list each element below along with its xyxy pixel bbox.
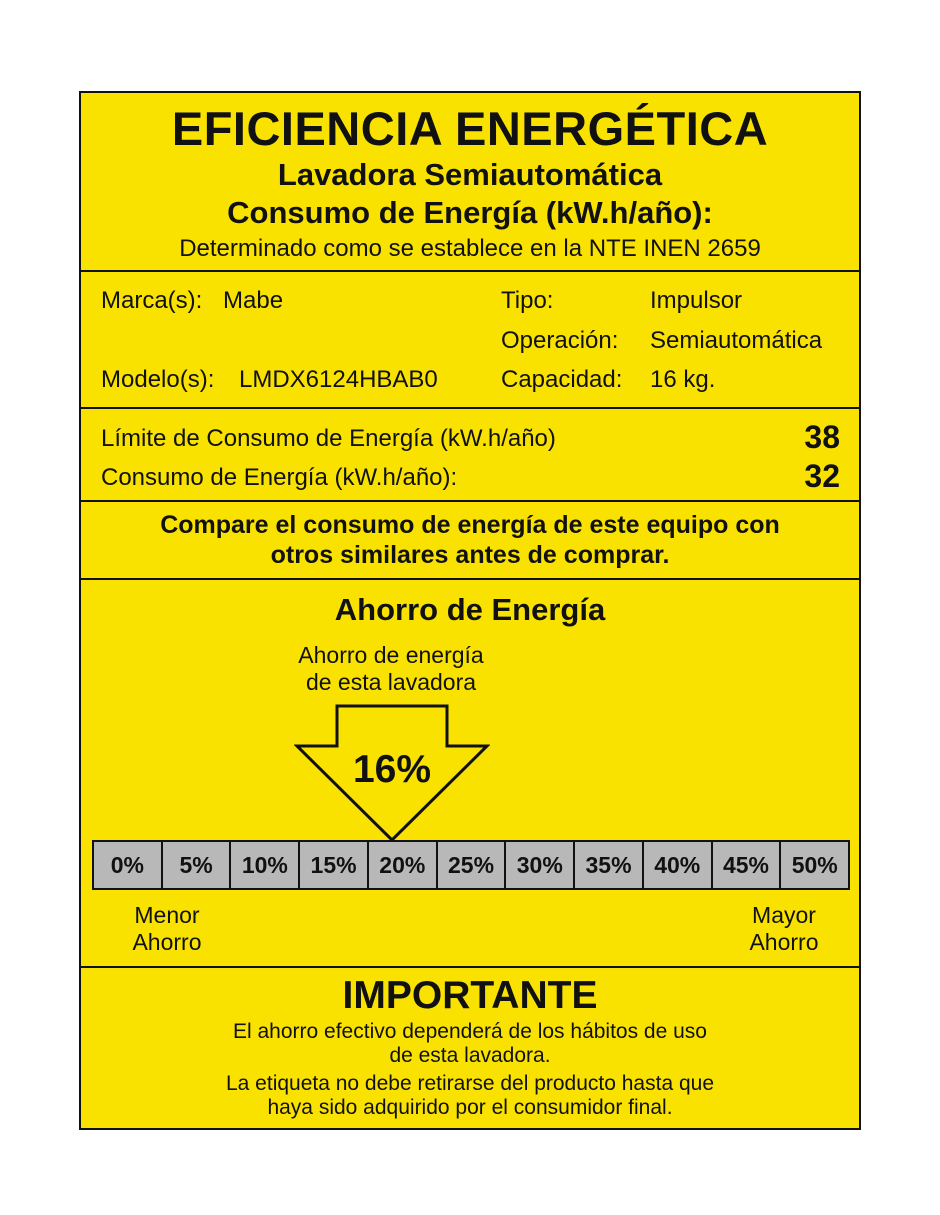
savings-caption-line-1: Ahorro de energía [298,642,484,668]
limit-value: 38 [804,419,840,455]
capacity-label: Capacidad: [501,366,623,393]
consumption-section [81,409,859,502]
scale-cell: 10% [231,842,300,888]
compare-line-1: Compare el consumo de energía de este equipo con [160,511,780,539]
scale-cell: 45% [713,842,782,888]
scale-cell: 50% [781,842,848,888]
important-note-2 [81,1072,859,1120]
model-value: LMDX6124HBAB0 [239,366,438,393]
brand-value: Mabe [223,287,284,314]
scale-cell: 5% [163,842,232,888]
important-line-2: de esta lavadora. [389,1044,551,1067]
consumption-heading: Consumo de Energía (kW.h/año): [227,195,713,230]
higher-savings-label [724,902,844,956]
savings-value: 16% [352,748,432,791]
important-section [81,968,859,1128]
savings-scale [92,840,850,890]
lower-savings-label [107,902,227,956]
type-label: Tipo: [501,287,554,314]
brand-label: Marca(s): [101,287,203,314]
scale-cell: 35% [575,842,644,888]
higher-savings-line-1: Mayor [752,902,816,928]
important-note-1 [81,1020,859,1068]
compare-section [81,502,859,580]
actual-consumption-label: Consumo de Energía (kW.h/año): [101,464,458,491]
savings-title: Ahorro de Energía [334,592,606,627]
scale-cell: 20% [369,842,438,888]
lower-savings-line-2: Ahorro [132,929,202,955]
important-line-1: El ahorro efectivo dependerá de los hábitos de uso [233,1020,707,1043]
higher-savings-line-2: Ahorro [749,929,819,955]
scale-cell: 25% [438,842,507,888]
scale-cell: 15% [300,842,369,888]
important-line-4: haya sido adquirido por el consumidor final. [267,1096,673,1119]
capacity-value: 16 kg. [650,366,716,393]
scale-cell: 30% [506,842,575,888]
type-value: Impulsor [650,287,743,314]
scale-cell: 0% [94,842,163,888]
product-type: Lavadora Semiautomática [277,157,663,192]
scale-cell: 40% [644,842,713,888]
savings-caption-line-2: de esta lavadora [305,669,477,695]
label-title: EFICIENCIA ENERGÉTICA [171,102,769,155]
standard-note: Determinado como se establece en la NTE INEN 2659 [179,235,761,262]
compare-line-2: otros similares antes de comprar. [270,541,670,569]
limit-label: Límite de Consumo de Energía (kW.h/año) [101,425,556,452]
operation-value: Semiautomática [650,327,823,354]
lower-savings-line-1: Menor [134,902,200,928]
savings-section [81,580,859,968]
operation-label: Operación: [501,327,619,354]
energy-label [79,91,861,1130]
model-label: Modelo(s): [101,366,215,393]
header-section [81,93,859,272]
important-line-3: La etiqueta no debe retirarse del producto hasta que [225,1072,714,1095]
savings-caption [241,642,541,696]
specs-section [81,272,859,409]
actual-consumption-value: 32 [804,458,840,494]
compare-text [81,510,859,570]
important-title: IMPORTANTE [342,974,598,1017]
